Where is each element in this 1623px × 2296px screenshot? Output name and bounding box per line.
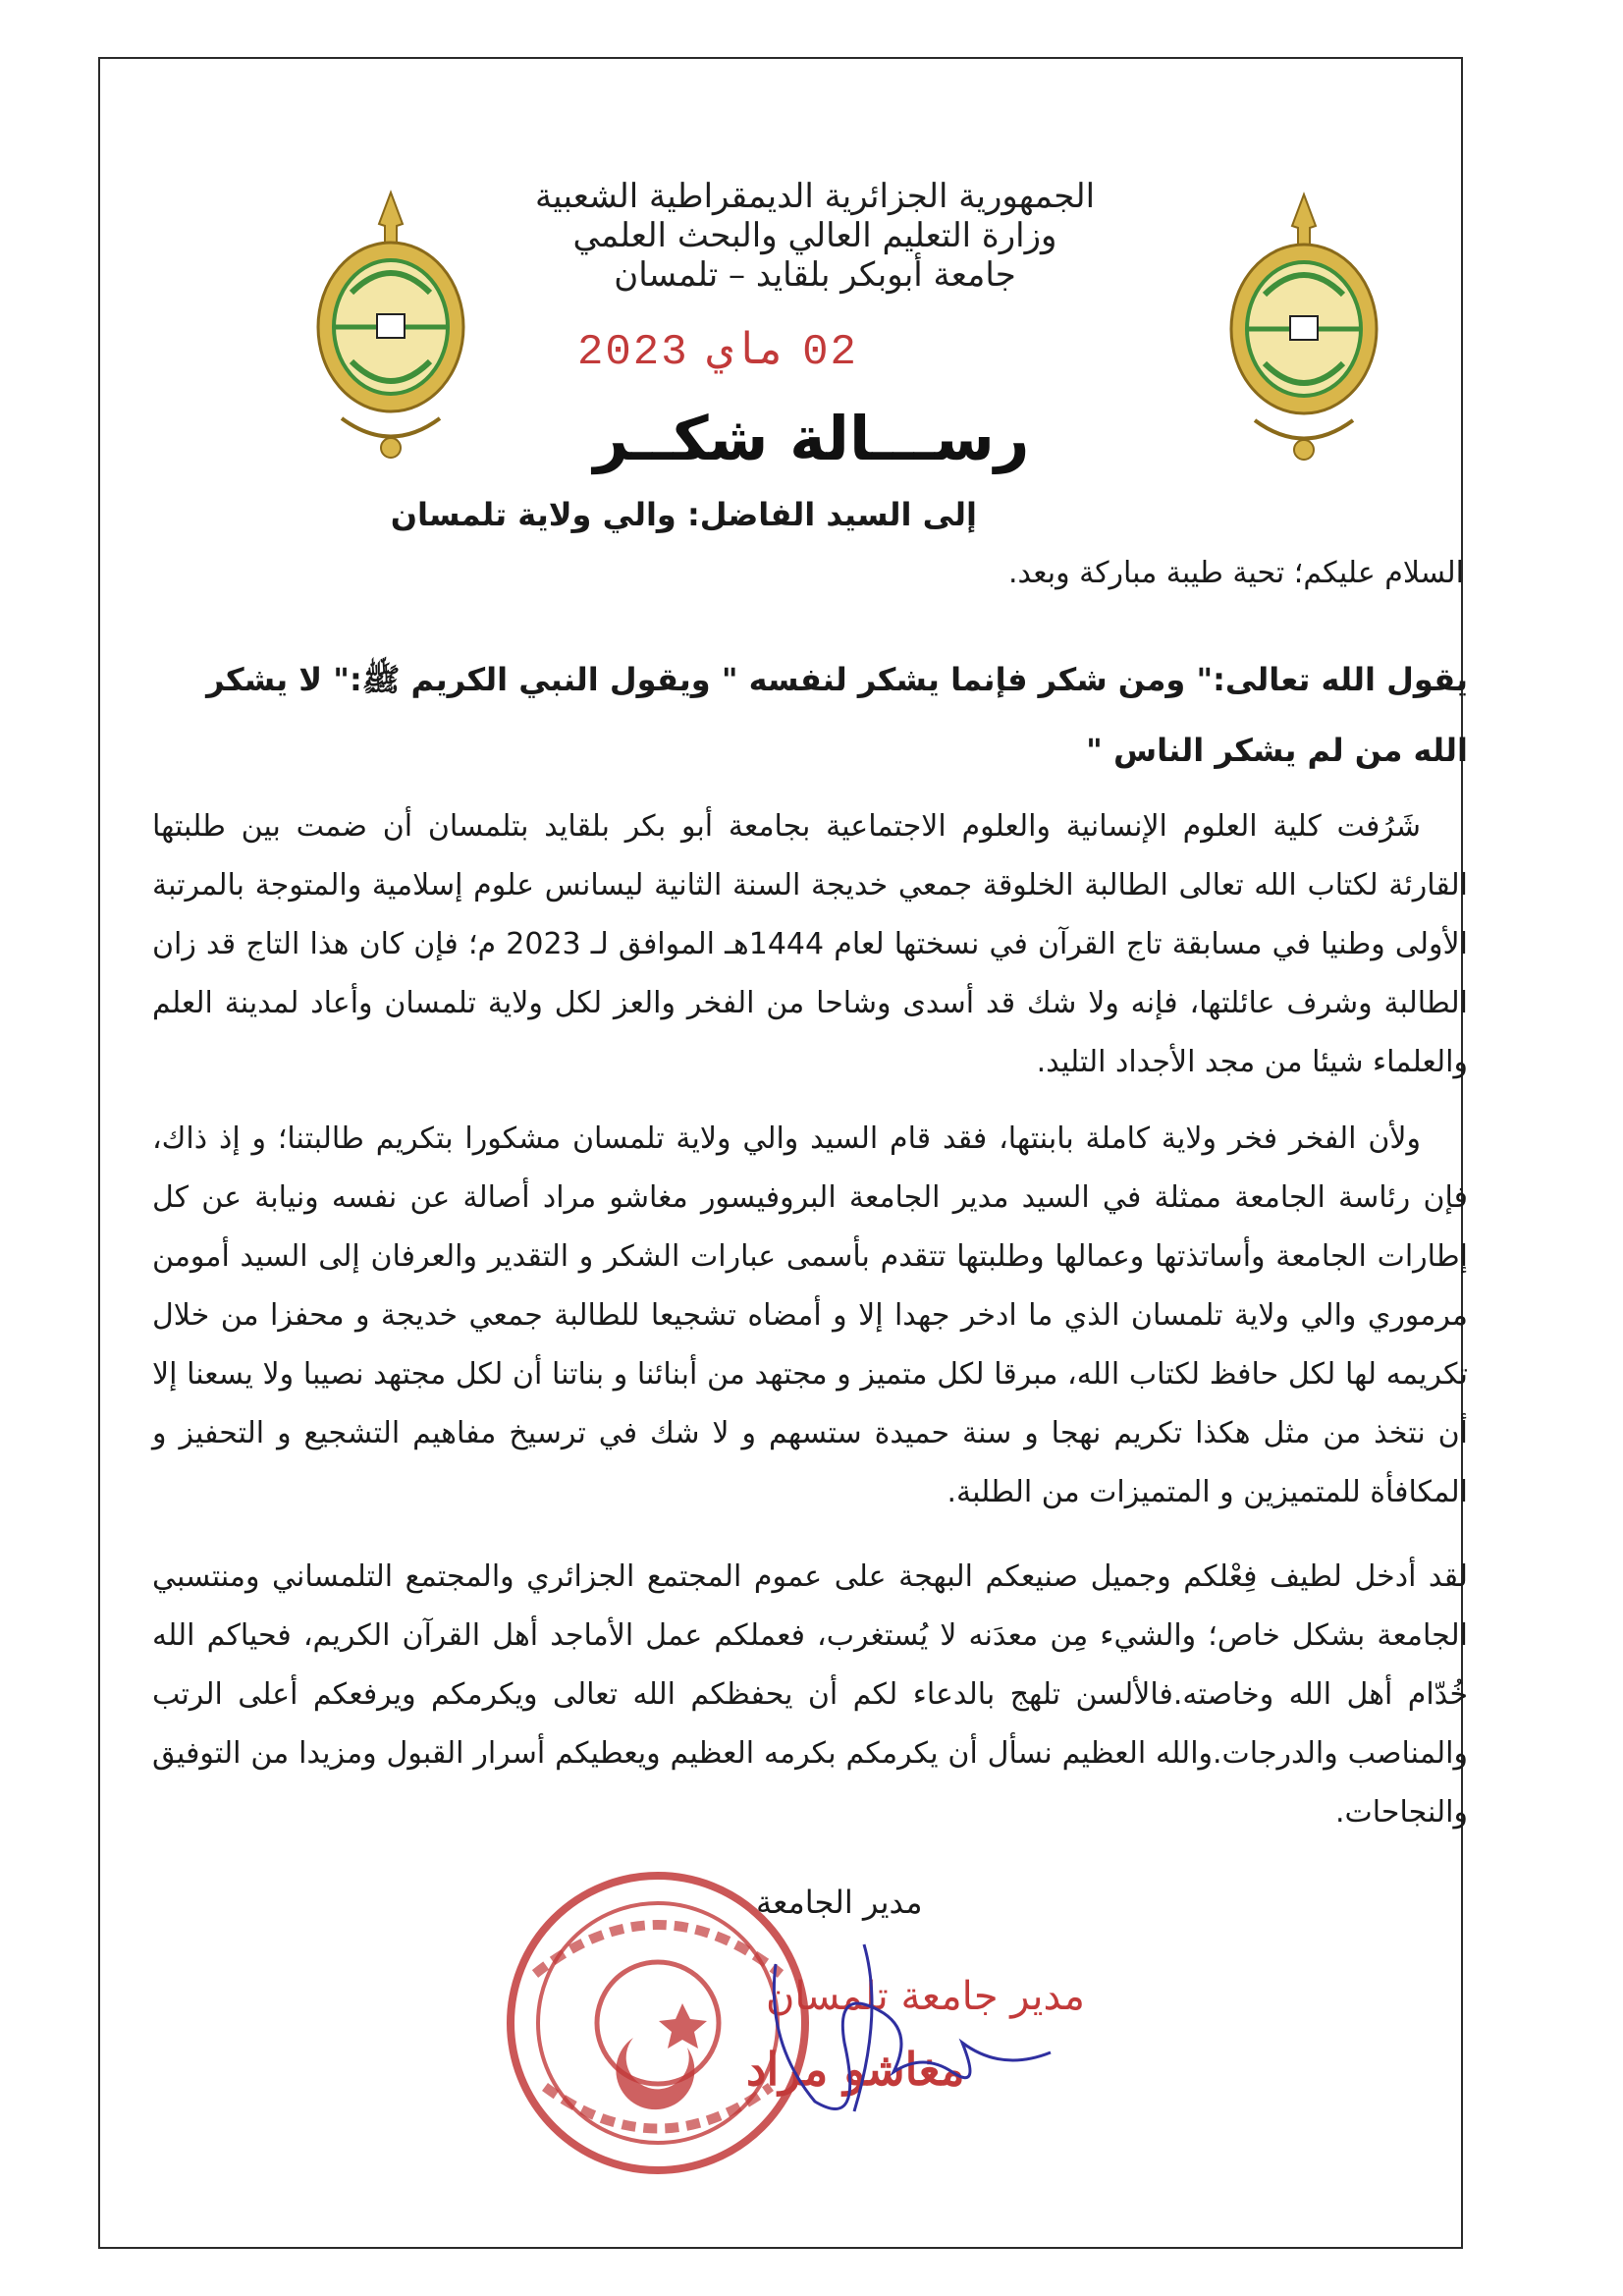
quran-hadith-quote: يقول الله تعالى:" ومن شكر فإنما يشكر لنفسه " ويقول النبي الكريم ﷺ:" لا يشكر الله من لم يشكر الناس " (206, 661, 1468, 769)
date-year: 2023 (577, 328, 689, 377)
date-day: 02 (802, 328, 858, 377)
paragraph: لقد أدخل لطيف فِعْلكم وجميل صنيعكم البهجة على عموم المجتمع الجزائري والمجتمع التلمساني ومنتسبي الجامعة بشكل خاص؛ والشيء مِن معدَنه لا يُستغرب، فعملكم عمل الأماجد أهل القرآن الكريم، فحياكم الله خُدّام أهل الله وخاصته.فالألسن تلهج بالدعاء لكم أن يحفظكم الله تعالى ويكرمكم ويرفعكم أعلى الرتب والمناصب والدرجات.والله العظيم نسأل أن يكرمكم بكرمه العظيم ويعطيكم أسرار القبول ومزيدا من التوفيق والنجاحات. (152, 1559, 1468, 1830)
header-university: جامعة أبوبكر بلقايد – تلمسان (614, 255, 1016, 295)
date-stamp (560, 324, 858, 377)
letter-title: رســـالة شكــر (593, 403, 1030, 474)
signatory-title: مدير الجامعة (756, 1884, 923, 1921)
greeting: السلام عليكم؛ تحية طيبة مباركة وبعد. (1008, 556, 1464, 590)
handwritten-signature (756, 1925, 1168, 2121)
header-country: الجمهورية الجزائرية الديمقراطية الشعبية (534, 177, 1096, 216)
addressee: إلى السيد الفاضل: والي ولاية تلمسان (390, 496, 977, 533)
date-month: ماي (706, 328, 785, 377)
stamp-name: مغاشو مراد (746, 2043, 965, 2096)
stamp-title: مدير جامعة تلمسان (766, 1974, 1085, 2019)
header-ministry: وزارة التعليم العالي والبحث العلمي (572, 216, 1057, 255)
letterhead (491, 177, 1139, 295)
paragraph: ولأن الفخر فخر ولاية كاملة بابنتها، فقد قام السيد والي ولاية تلمسان مشكورا بتكريم طالبتنا؛ و إذ ذاك، فإن رئاسة الجامعة ممثلة في السيد مدير الجامعة البروفيسور مغاشو مراد أصالة عن نفسه ونيابة عن كل إطارات الجامعة وأساتذتها وعمالها وطلبتها تتقدم بأسمى عبارات الشكر و التقدير والعرفان إلى السيد أمومن مرموري والي ولاية تلمسان الذي ما ادخر جهدا إلا و أمضاه تشجيعا للطالبة جمعي خديجة و محفزا من خلال تكريمه لها لكل حافظ لكتاب الله، مبرقا لكل متميز و مجتهد من أبنائنا و بناتنا أن لكل مجتهد نصيبا ولا يسعنا إلا أن نتخذ من مثل هكذا تكريم نهجا و سنة حميدة ستسهم و لا شك في ترسيخ مفاهيم التشجيع و التحفيز و المكافأة للمتميزين و المتميزات من الطلبة. (152, 1121, 1468, 1509)
paragraph: شَرُفت كلية العلوم الإنسانية والعلوم الاجتماعية بجامعة أبو بكر بلقايد بتلمسان أن ضمت بين طلبتها القارئة لكتاب الله تعالى الطالبة الخلوقة جمعي خديجة السنة الثانية ليسانس علوم إسلامية والمتوجة بالمرتبة الأولى وطنيا في مسابقة تاج القرآن في نسختها لعام 1444هـ الموافق لـ 2023 م؛ فإن كان هذا التاج قد زان الطالبة وشرف عائلتها، فإنه ولا شك قد أسدى وشاحا من الفخر والعز لكل ولاية تلمسان وأعاد لمدينة العلم والعلماء شيئا من مجد الأجداد التليد. (152, 809, 1468, 1079)
